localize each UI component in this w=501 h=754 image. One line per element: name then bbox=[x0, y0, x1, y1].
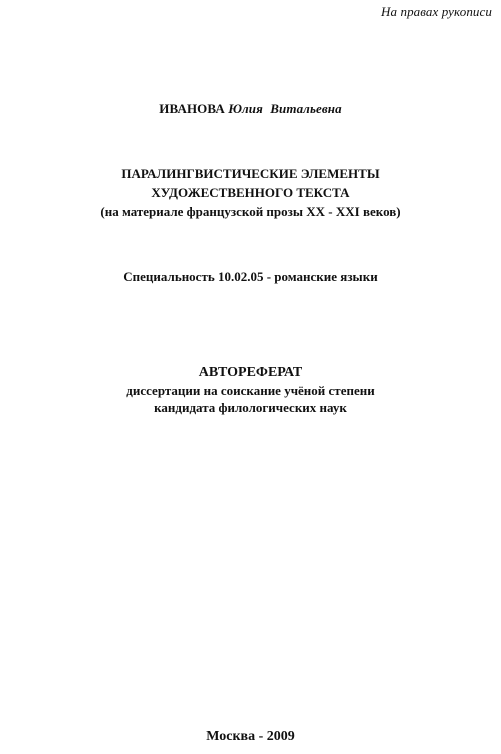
abstract-line-2: кандидата филологических наук bbox=[154, 400, 347, 415]
dissertation-title bbox=[0, 164, 501, 221]
title-subtitle: (на материале французской прозы XX - XXI веков) bbox=[100, 204, 401, 219]
title-line-2: ХУДОЖЕСТВЕННОГО ТЕКСТА bbox=[151, 185, 350, 200]
place-year: Москва - 2009 bbox=[206, 729, 295, 744]
abstract-block bbox=[0, 364, 501, 416]
abstract-heading: АВТОРЕФЕРАТ bbox=[198, 365, 303, 380]
author-line bbox=[0, 101, 501, 117]
rights-note: На правах рукописи bbox=[381, 4, 492, 19]
author-given-names: Юлия Витальевна bbox=[228, 101, 342, 116]
specialty-line: Специальность 10.02.05 - романские языки bbox=[123, 269, 378, 284]
title-line-1: ПАРАЛИНГВИСТИЧЕСКИЕ ЭЛЕМЕНТЫ bbox=[121, 166, 380, 181]
author-surname: ИВАНОВА bbox=[159, 101, 225, 116]
abstract-line-1: диссертации на соискание учёной степени bbox=[126, 383, 375, 398]
